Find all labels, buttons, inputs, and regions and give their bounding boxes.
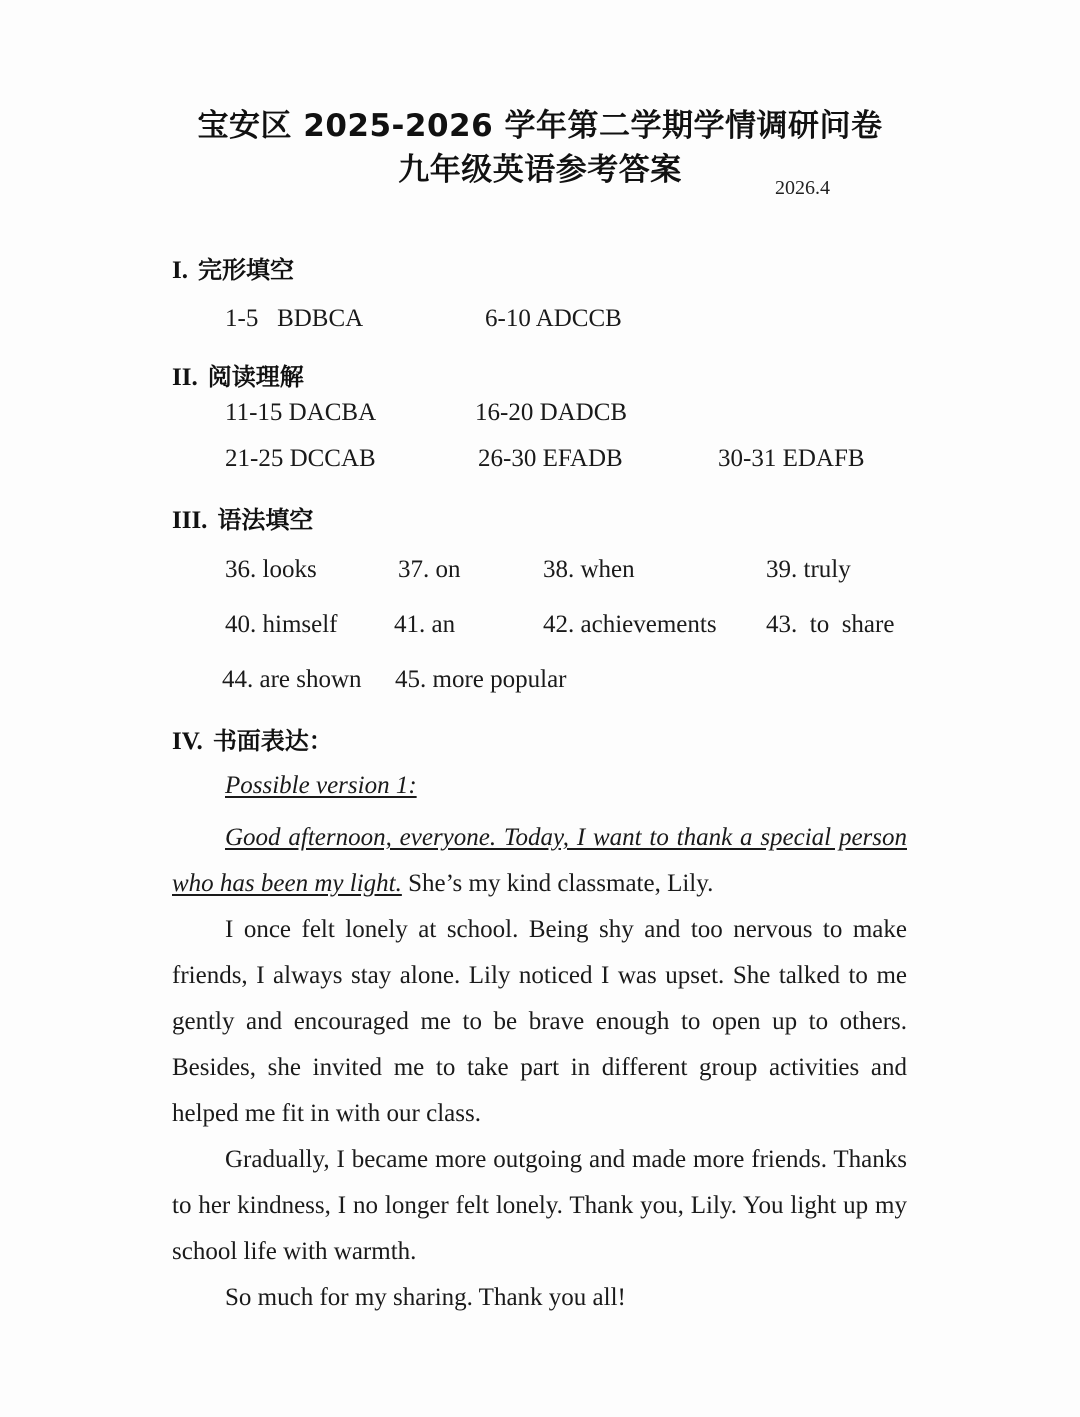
document-subtitle: 九年级英语参考答案 xyxy=(398,152,682,188)
answer-item: 26-30 EFADB xyxy=(478,445,623,472)
answer-item: 41. an xyxy=(394,611,456,638)
essay-paragraph: Gradually, I became more outgoing and made more friends. Thanks to her kindness, I no longer felt lonely. Thank you, Lily. You light up my school life with warmth. xyxy=(172,1146,907,1265)
section-4-heading xyxy=(172,721,333,756)
answer-item: 36. looks xyxy=(225,556,317,583)
answer-item: 1-5 BDBCA xyxy=(225,305,364,332)
answer-item: 37. on xyxy=(398,556,461,583)
essay-intro-rest: She’s my kind classmate, Lily. xyxy=(401,870,714,897)
answer-item: 44. are shown xyxy=(222,666,362,693)
essay-body xyxy=(172,815,907,1321)
section-1-title: 完形填空 xyxy=(197,256,294,284)
answer-item: 39. truly xyxy=(766,556,851,583)
answer-item: 42. achievements xyxy=(543,611,717,638)
answer-item: 30-31 EDAFB xyxy=(718,445,865,472)
section-3-number: III. xyxy=(172,507,208,534)
answer-item: 6-10 ADCCB xyxy=(485,305,622,332)
document-date: 2026.4 xyxy=(775,177,830,199)
essay-paragraph: So much for my sharing. Thank you all! xyxy=(225,1284,626,1311)
section-2-heading xyxy=(172,357,304,392)
answer-item: 45. more popular xyxy=(395,666,567,693)
essay-paragraph: I once felt lonely at school. Being shy and too nervous to make friends, I always stay alone. Lily noticed I was upset. She talked to me gently and encouraged me to be brave enough to open up to others. Besides, she invited me to take part in different group activities and helped me fit in with our class. xyxy=(172,916,907,1127)
section-1-number: I. xyxy=(172,257,188,284)
section-3-heading xyxy=(172,500,313,535)
version-label: Possible version 1: xyxy=(225,772,417,799)
section-2-number: II. xyxy=(172,364,198,391)
answer-item: 38. when xyxy=(543,556,635,583)
answer-item: 21-25 DCCAB xyxy=(225,445,376,472)
answer-item: 16-20 DADCB xyxy=(475,399,628,426)
section-2-title: 阅读理解 xyxy=(207,363,304,391)
document-title: 宝安区 2025-2026 学年第二学期学情调研问卷 xyxy=(197,108,883,144)
answer-item: 11-15 DACBA xyxy=(225,399,377,426)
answer-item: 43. to share xyxy=(766,611,895,638)
section-4-title: 书面表达： xyxy=(212,727,333,755)
answer-item: 40. himself xyxy=(225,611,338,638)
essay-intro-underlined: Good afternoon, everyone. Today, I want to thank a special person who has been my light. xyxy=(172,824,907,897)
section-1-heading xyxy=(172,250,294,285)
section-3-title: 语法填空 xyxy=(217,506,314,534)
section-4-number: IV. xyxy=(172,728,203,755)
essay-intro xyxy=(172,815,907,907)
